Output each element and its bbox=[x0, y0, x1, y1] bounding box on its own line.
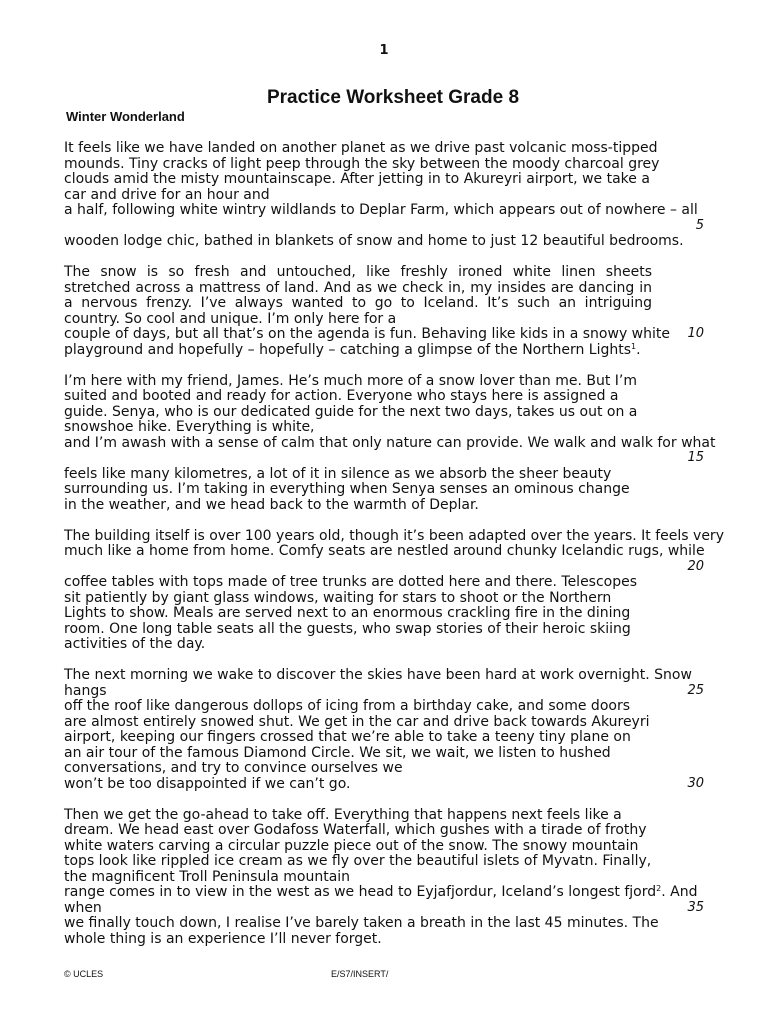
page-title: Practice Worksheet Grade 8 bbox=[266, 87, 520, 108]
text-line: tops look like rippled ice cream as we fly over the beautiful islets of Myvatn. Finally, bbox=[64, 853, 652, 869]
text-line: stretched across a mattress of land. And as we check in, my insides are dancing in bbox=[64, 280, 652, 296]
text-line: an air tour of the famous Diamond Circle. We sit, we wait, we listen to hushed bbox=[64, 745, 611, 761]
line-number: 35 bbox=[687, 900, 704, 915]
text-line: a nervous frenzy. I’ve always wanted to go to Iceland. It’s such an intriguing bbox=[64, 295, 652, 311]
text-line: It feels like we have landed on another planet as we drive past volcanic moss-tipped bbox=[64, 140, 658, 156]
text-line: couple of days, but all that’s on the agenda is fun. Behaving like kids in a snowy white bbox=[64, 326, 670, 342]
footnote-marker: 2 bbox=[656, 884, 662, 893]
line-number: 15 bbox=[687, 450, 704, 465]
text-line: feels like many kilometres, a lot of it in silence as we absorb the sheer beauty bbox=[64, 466, 612, 482]
text-line: hangs bbox=[64, 683, 107, 699]
text-line: mounds. Tiny cracks of light peep through the sky between the moody charcoal grey bbox=[64, 156, 660, 172]
text-line: coffee tables with tops made of tree trunks are dotted here and there. Telescopes bbox=[64, 574, 638, 590]
text-line: snowshoe hike. Everything is white, bbox=[64, 419, 315, 435]
text-line: much like a home from home. Comfy seats are nestled around chunky Icelandic rugs, while bbox=[64, 543, 705, 559]
text-line-content: playground and hopefully – hopefully – catching a glimpse of the Northern Lights bbox=[64, 342, 632, 358]
text-line bbox=[64, 342, 641, 358]
line-number: 5 bbox=[695, 218, 704, 233]
text-line: guide. Senya, who is our dedicated guide for the next two days, takes us out on a bbox=[64, 404, 638, 420]
line-number: 20 bbox=[687, 559, 704, 574]
text-line: the magnificent Troll Peninsula mountain bbox=[64, 869, 351, 885]
text-line: conversations, and try to convince ourselves we bbox=[64, 760, 403, 776]
text-line: suited and booted and ready for action. Everyone who stays here is assigned a bbox=[64, 388, 619, 404]
text-line: car and drive for an hour and bbox=[64, 187, 270, 203]
text-line: we finally touch down, I realise I’ve barely taken a breath in the last 45 minutes. The bbox=[64, 915, 659, 931]
text-line: are almost entirely snowed shut. We get in the car and drive back towards Akureyri bbox=[64, 714, 650, 730]
text-line: in the weather, and we head back to the warmth of Deplar. bbox=[64, 497, 479, 513]
text-line: and I’m awash with a sense of calm that only nature can provide. We walk and walk for what bbox=[64, 435, 716, 451]
passage-title: Winter Wonderland bbox=[66, 109, 185, 124]
text-line: I’m here with my friend, James. He’s much more of a snow lover than me. But I’m bbox=[64, 373, 637, 389]
text-line: wooden lodge chic, bathed in blankets of snow and home to just 12 beautiful bedrooms. bbox=[64, 233, 684, 249]
text-line: clouds amid the misty mountainscape. After jetting in to Akureyri airport, we take a bbox=[64, 171, 650, 187]
text-line: The next morning we wake to discover the skies have been hard at work overnight. Snow bbox=[64, 667, 692, 683]
line-number: 30 bbox=[687, 776, 704, 791]
text-line: won’t be too disappointed if we can’t go. bbox=[64, 776, 351, 792]
text-line: dream. We head east over Godafoss Waterfall, which gushes with a tirade of frothy bbox=[64, 822, 647, 838]
footer-copyright: © UCLES bbox=[64, 969, 104, 979]
line-end-punctuation: . And bbox=[661, 884, 698, 900]
text-line: room. One long table seats all the guests, who swap stories of their heroic skiing bbox=[64, 621, 631, 637]
text-line bbox=[64, 884, 697, 900]
line-end-punctuation: . bbox=[636, 342, 641, 358]
text-line: activities of the day. bbox=[64, 636, 206, 652]
line-number: 10 bbox=[687, 326, 704, 341]
text-line: surrounding us. I’m taking in everything when Senya senses an ominous change bbox=[64, 481, 630, 497]
text-line: Lights to show. Meals are served next to an enormous crackling fire in the dining bbox=[64, 605, 631, 621]
text-line: The snow is so fresh and untouched, like freshly ironed white linen sheets bbox=[64, 264, 652, 280]
text-line: white waters carving a circular puzzle piece out of the snow. The snowy mountain bbox=[64, 838, 639, 854]
text-line: Then we get the go-ahead to take off. Everything that happens next feels like a bbox=[64, 807, 622, 823]
text-line: whole thing is an experience I’ll never forget. bbox=[64, 931, 382, 947]
line-number: 25 bbox=[687, 683, 704, 698]
text-line: when bbox=[64, 900, 102, 916]
text-line: off the roof like dangerous dollops of icing from a birthday cake, and some doors bbox=[64, 698, 630, 714]
footer-code: E/S7/INSERT/ bbox=[331, 969, 389, 979]
footnote-marker: 1 bbox=[631, 342, 637, 351]
text-line: country. So cool and unique. I’m only here for a bbox=[64, 311, 397, 327]
text-line-content: range comes in to view in the west as we head to Eyjafjordur, Iceland’s longest fjord bbox=[64, 884, 657, 900]
text-line: airport, keeping our fingers crossed that we’re able to take a teeny tiny plane on bbox=[64, 729, 631, 745]
text-line: a half, following white wintry wildlands to Deplar Farm, which appears out of nowhere – all bbox=[64, 202, 698, 218]
page-number: 1 bbox=[379, 43, 389, 58]
text-line: sit patiently by giant glass windows, waiting for stars to shoot or the Northern bbox=[64, 590, 612, 606]
text-line: The building itself is over 100 years old, though it’s been adapted over the years. It feels very bbox=[64, 528, 724, 544]
